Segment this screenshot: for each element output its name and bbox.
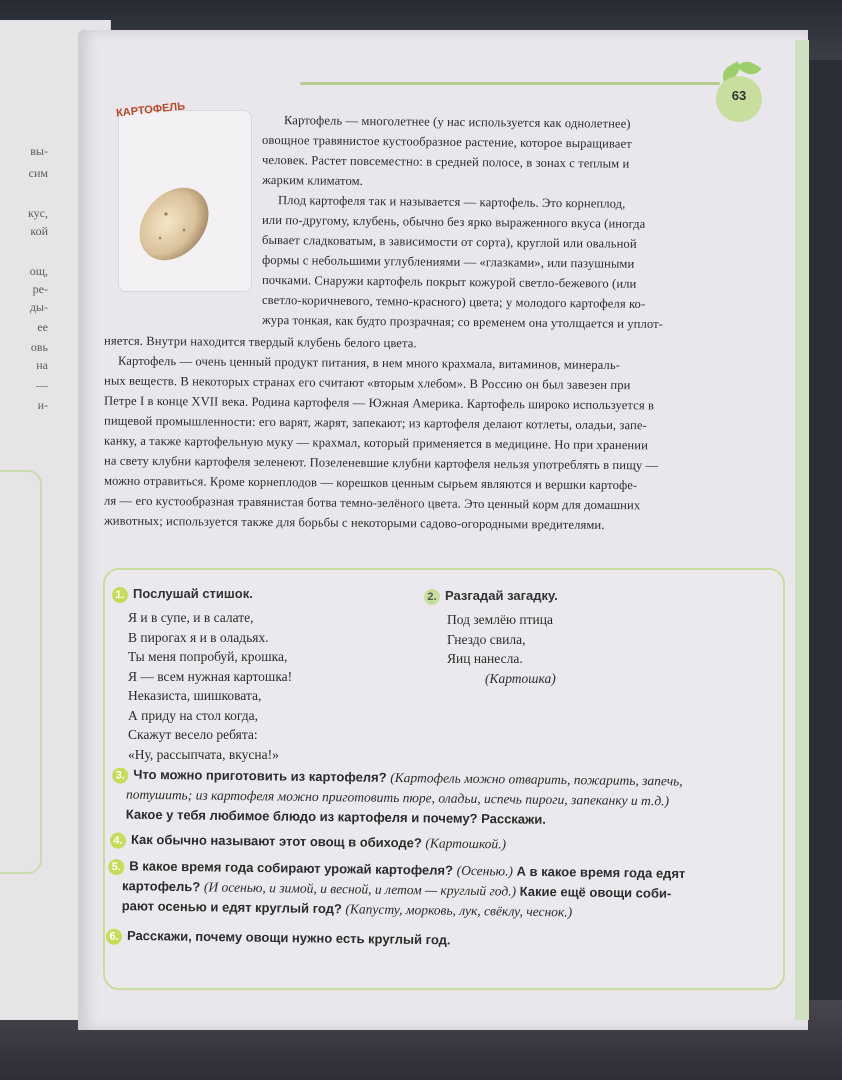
potato-illustration bbox=[126, 178, 222, 270]
text-line: можно отравиться. Кроме корнеплодов — корешков ценным сырьем являются и вершки картофе- bbox=[103, 473, 638, 493]
text-line: ных веществ. В некоторых странах его считают «вторым хлебом». В Россию он был завезен при bbox=[103, 373, 631, 393]
poem-line: Скажут весело ребята: bbox=[128, 727, 258, 742]
question: Что можно приготовить из картофеля? bbox=[133, 766, 387, 785]
left-fragment: овь bbox=[30, 340, 48, 354]
answer: потушить; из картофеля можно приготовить пюре, оладьи, испечь пироги, запеканку и т.д.) bbox=[125, 786, 670, 809]
task-1-heading bbox=[112, 586, 253, 603]
question: рают осенью и едят круглый год? bbox=[121, 898, 342, 917]
task-number-badge: 1. bbox=[112, 587, 128, 603]
text-line: человек. Растет повсеместно: в средней полосе, в зонах с теплым и bbox=[261, 152, 630, 171]
text-line: бывает сладковатым, в зависимости от сорта), круглой или овальной bbox=[261, 232, 637, 251]
text-line: светло-коричневого, темно-красного) цвета; у молодого картофеля ко- bbox=[261, 292, 646, 311]
poem-line: Ты меня попробуй, крошка, bbox=[128, 649, 288, 664]
left-page-box bbox=[0, 470, 42, 874]
text-line: жура тонкая, как будто прозрачная; со временем она утолщается и уплот- bbox=[261, 312, 664, 332]
left-fragment: кус, bbox=[28, 206, 48, 220]
question: Какое у тебя любимое блюдо из картофеля и почему? Расскажи. bbox=[125, 806, 546, 827]
answer: (Капусту, морковь, лук, свёклу, чеснок.) bbox=[345, 901, 573, 920]
poem-line: В пирогах я и в оладьях. bbox=[128, 629, 269, 645]
riddle-line: Гнездо свила, bbox=[447, 631, 526, 647]
left-fragment: на bbox=[36, 358, 48, 372]
poem-line: А приду на стол когда, bbox=[128, 707, 259, 723]
page-number: 63 bbox=[731, 88, 747, 103]
intro-text bbox=[262, 112, 663, 332]
task-number-badge: 2. bbox=[424, 589, 440, 605]
question: Как обычно называют этот овощ в обиходе? bbox=[130, 831, 422, 851]
task-3 bbox=[112, 765, 683, 832]
question: картофель? bbox=[121, 878, 201, 895]
text-line: на свету клубни картофеля зеленеют. Позеленевшие клубни картофеля нельзя употреблять в пищу — bbox=[103, 453, 659, 473]
riddle-line: Яиц нанесла. bbox=[447, 651, 523, 666]
poem-line: «Ну, рассыпчата, вкусна!» bbox=[128, 746, 279, 762]
answer: (И осенью, и зимой, и весной, и летом — круглый год.) bbox=[203, 879, 517, 899]
header-decoration-line bbox=[300, 82, 720, 85]
left-fragment: кой bbox=[30, 224, 48, 238]
text-line: няется. Внутри находится твердый клубень белого цвета. bbox=[103, 333, 417, 351]
riddle bbox=[447, 610, 556, 688]
task-title: Разгадай загадку. bbox=[445, 588, 558, 603]
main-text bbox=[104, 333, 658, 533]
question: В какое время года собирают урожай картофеля? bbox=[129, 858, 454, 878]
task-number-badge: 5. bbox=[108, 859, 124, 875]
left-fragment: сим bbox=[28, 166, 48, 180]
text-line: жарким климатом. bbox=[261, 172, 364, 188]
left-fragment: вы- bbox=[30, 144, 48, 158]
poem-line: Я — всем нужная картошка! bbox=[128, 668, 293, 684]
page-edge bbox=[795, 40, 809, 1020]
question: Расскажи, почему овощи нужно есть круглый год. bbox=[126, 927, 451, 948]
question: А в какое время года едят bbox=[516, 863, 686, 882]
text-line: пищевой промышленности: его варят, жарят, запекают; из картофеля делают котлеты, оладьи, запе- bbox=[103, 413, 647, 433]
poem-line: Неказиста, шишковата, bbox=[128, 688, 262, 703]
task-number-badge: 4. bbox=[110, 832, 126, 848]
text-line: или по-другому, клубень, обычно без ярко выраженного вкуса (иногда bbox=[261, 212, 646, 231]
text-line: Картофель — очень ценный продукт питания, в нем много крахмала, витаминов, минераль- bbox=[117, 353, 621, 373]
text-line: Петре I в конце XVII века. Родина картофеля — Южная Америка. Картофель широко используется в bbox=[103, 393, 655, 413]
poem bbox=[128, 608, 292, 764]
left-fragment: ее bbox=[37, 320, 48, 334]
text-line: ля — его кустообразная травянистая ботва темно-зелёного цвета. Это ценный корм для домашних bbox=[103, 493, 641, 513]
riddle-answer: (Картошка) bbox=[485, 670, 556, 686]
text-line: канку, а также картофельную муку — крахмал, который применяется в медицине. Но при хранении bbox=[103, 433, 649, 453]
task-5 bbox=[108, 856, 686, 924]
text-line: овощное травянистое кустообразное растение, которое выращивает bbox=[261, 132, 632, 151]
task-number-badge: 3. bbox=[112, 767, 128, 783]
poem-line: Я и в супе, и в салате, bbox=[128, 610, 254, 625]
left-fragment: и- bbox=[37, 398, 48, 412]
left-fragment: ды- bbox=[29, 300, 48, 314]
answer: (Осенью.) bbox=[456, 862, 514, 879]
left-fragment: ощ, bbox=[29, 264, 48, 278]
left-fragment: — bbox=[36, 378, 48, 392]
task-title: Послушай стишок. bbox=[133, 586, 253, 601]
answer: (Картошкой.) bbox=[425, 835, 507, 852]
text-line: Плод картофеля так и называется — картофель. Это корнеплод, bbox=[277, 193, 626, 211]
task-number-badge: 6. bbox=[106, 928, 122, 944]
task-2-heading bbox=[424, 588, 558, 605]
answer: (Картофель можно отварить, пожарить, запечь, bbox=[390, 769, 683, 789]
left-fragment: ре- bbox=[32, 282, 48, 296]
text-line: почками. Снаружи картофель покрыт кожурой светло-бежевого (или bbox=[261, 272, 637, 291]
riddle-line: Под землёю птица bbox=[447, 612, 553, 627]
illustration-label: КАРТОФЕЛЬ bbox=[115, 100, 186, 120]
text-line: Картофель — многолетнее (у нас используется как однолетнее) bbox=[283, 113, 631, 131]
text-line: животных; используется также для борьбы с некоторыми садово-огородными вредителями. bbox=[103, 513, 605, 532]
text-line: формы с небольшими углублениями — «глазками», или пазушными bbox=[261, 252, 635, 271]
question: Какие ещё овощи соби- bbox=[519, 883, 672, 901]
